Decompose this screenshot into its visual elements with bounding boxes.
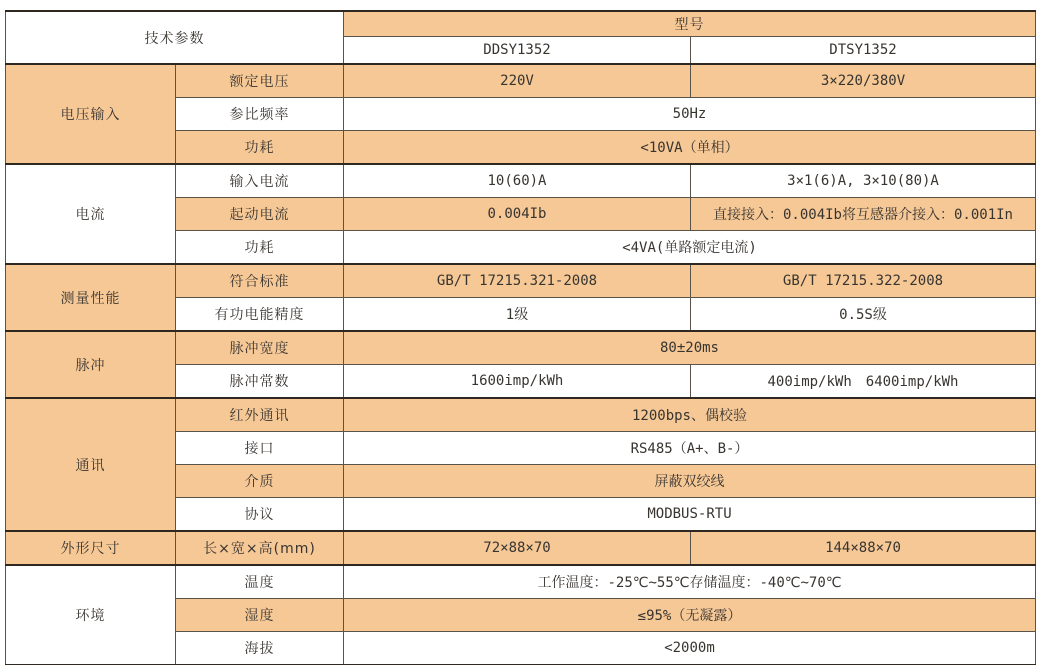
spec-table bbox=[5, 10, 1036, 665]
param-label-input-current: 输入电流 bbox=[176, 164, 344, 198]
value-dtsy: 0.5S级 bbox=[691, 298, 1036, 332]
param-label-altitude: 海拔 bbox=[176, 632, 344, 665]
table-row bbox=[6, 331, 1036, 365]
value-ddsy: 10(60)A bbox=[344, 164, 691, 198]
table-row bbox=[6, 164, 1036, 198]
param-label-medium: 介质 bbox=[176, 465, 344, 498]
header-tech-params: 技术参数 bbox=[6, 11, 344, 64]
value-ddsy: 0.004Ib bbox=[344, 198, 691, 231]
header-model-dtsy1352: DTSY1352 bbox=[691, 37, 1036, 65]
group-label-environment: 环境 bbox=[6, 565, 176, 665]
value-both: <4VA(单路额定电流) bbox=[344, 231, 1036, 265]
value-both: 屏蔽双绞线 bbox=[344, 465, 1036, 498]
param-label-starting-current: 起动电流 bbox=[176, 198, 344, 231]
header-model: 型号 bbox=[344, 11, 1036, 37]
value-ddsy: 220V bbox=[344, 64, 691, 98]
value-both: MODBUS-RTU bbox=[344, 498, 1036, 532]
value-dtsy: 400imp/kWh 6400imp/kWh bbox=[691, 365, 1036, 399]
param-label-power-consumption-current: 功耗 bbox=[176, 231, 344, 265]
value-both: 工作温度：-25℃~55℃存储温度：-40℃~70℃ bbox=[344, 565, 1036, 599]
group-label-dimensions: 外形尺寸 bbox=[6, 531, 176, 565]
value-ddsy: 72×88×70 bbox=[344, 531, 691, 565]
table-row bbox=[6, 565, 1036, 599]
value-both: ≤95%（无凝露） bbox=[344, 599, 1036, 632]
param-label-lwh: 长×宽×高(mm) bbox=[176, 531, 344, 565]
value-both: 1200bps、偶校验 bbox=[344, 398, 1036, 432]
value-dtsy: 直接接入：0.004Ib将互感器介接入：0.001In bbox=[691, 198, 1036, 231]
group-label-voltage-input: 电压输入 bbox=[6, 64, 176, 164]
param-label-humidity: 湿度 bbox=[176, 599, 344, 632]
param-label-rated-voltage: 额定电压 bbox=[176, 64, 344, 98]
table-row bbox=[6, 531, 1036, 565]
param-label-power-consumption: 功耗 bbox=[176, 131, 344, 165]
param-label-interface: 接口 bbox=[176, 432, 344, 465]
value-both: RS485（A+、B-） bbox=[344, 432, 1036, 465]
param-label-ref-frequency: 参比频率 bbox=[176, 98, 344, 131]
group-label-current: 电流 bbox=[6, 164, 176, 264]
value-ddsy: GB/T 17215.321-2008 bbox=[344, 264, 691, 298]
value-both: 80±20ms bbox=[344, 331, 1036, 365]
table-row bbox=[6, 398, 1036, 432]
param-label-infrared: 红外通讯 bbox=[176, 398, 344, 432]
param-label-pulse-constant: 脉冲常数 bbox=[176, 365, 344, 399]
value-ddsy: 1级 bbox=[344, 298, 691, 332]
value-dtsy: 144×88×70 bbox=[691, 531, 1036, 565]
table-row bbox=[6, 264, 1036, 298]
table-row bbox=[6, 64, 1036, 98]
value-dtsy: 3×1(6)A, 3×10(80)A bbox=[691, 164, 1036, 198]
value-dtsy: GB/T 17215.322-2008 bbox=[691, 264, 1036, 298]
group-label-measurement-performance: 测量性能 bbox=[6, 264, 176, 331]
value-both: 50Hz bbox=[344, 98, 1036, 131]
param-label-temperature: 温度 bbox=[176, 565, 344, 599]
param-label-protocol: 协议 bbox=[176, 498, 344, 532]
header-model-ddsy1352: DDSY1352 bbox=[344, 37, 691, 65]
param-label-accuracy-class: 有功电能精度 bbox=[176, 298, 344, 332]
value-dtsy: 3×220/380V bbox=[691, 64, 1036, 98]
group-label-pulse: 脉冲 bbox=[6, 331, 176, 398]
param-label-pulse-width: 脉冲宽度 bbox=[176, 331, 344, 365]
value-both: <10VA（单相） bbox=[344, 131, 1036, 165]
value-ddsy: 1600imp/kWh bbox=[344, 365, 691, 399]
table-header-row bbox=[6, 11, 1036, 37]
param-label-standard: 符合标准 bbox=[176, 264, 344, 298]
value-both: <2000m bbox=[344, 632, 1036, 665]
group-label-communication: 通讯 bbox=[6, 398, 176, 531]
